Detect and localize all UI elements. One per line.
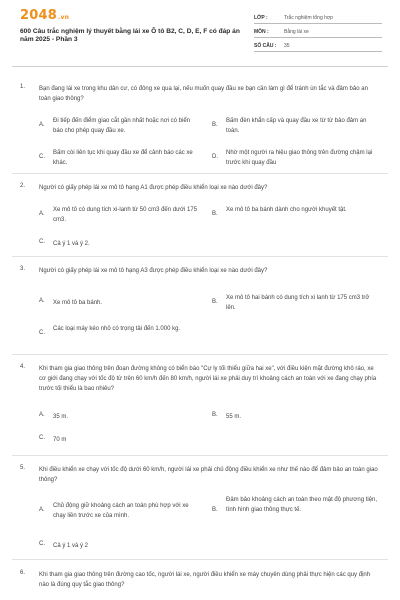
option-letter: A. <box>39 122 45 128</box>
meta-underline <box>254 23 382 24</box>
option-text: Các loại máy kéo nhỏ có trọng tải đến 1.000 kg. <box>53 326 181 332</box>
option-letter: B. <box>212 211 218 217</box>
option-letter: B. <box>212 299 218 305</box>
document-title: 600 Câu trắc nghiệm lý thuyết bằng lái xe Ô tô B2, C, D, E, F có đáp án năm 2025 - Phần 3 <box>20 28 240 44</box>
site-logo[interactable] <box>20 8 69 23</box>
meta-label-count: SỐ CÂU : <box>254 43 277 49</box>
header-divider <box>12 66 388 67</box>
question-number: 5. <box>20 465 26 471</box>
logo-main: 2048 <box>20 8 57 23</box>
question-text: Khi tham gia giao thông trên đoạn đường không có biển báo "Cự ly tối thiểu giữa hai xe", với điều kiện mặt đường khô ráo, xe cơ giới đang chạy với tốc độ từ trên 60 km/h đến 80 km/h, người lái xe phải duy trì khoảng cách an toàn với xe đang chạy phía trước tối thiểu là bao nhiêu? <box>39 366 377 392</box>
question-text: Người có giấy phép lái xe mô tô hạng A1 được phép điều khiển loại xe nào dưới đây? <box>39 185 268 191</box>
logo-suffix: .vn <box>57 14 70 21</box>
option-letter: C. <box>39 541 45 547</box>
option-text: Bấm đèn khẩn cấp và quay đầu xe từ từ bảo đảm an toàn. <box>226 118 367 134</box>
meta-value-class: Trắc nghiệm tổng hợp <box>284 15 333 21</box>
question-number: 2. <box>20 183 26 189</box>
option-text: Xe mô tô ba bánh. <box>53 300 103 306</box>
option-letter: A. <box>39 211 45 217</box>
question-text: Người có giấy phép lái xe mô tô hạng A3 được phép điều khiển loại xe nào dưới đây? <box>39 268 268 274</box>
option-letter: D. <box>212 154 218 160</box>
meta-label-subject: MÔN : <box>254 29 269 35</box>
question-divider <box>12 173 388 174</box>
option-letter: B. <box>212 507 218 513</box>
question-divider <box>12 559 388 560</box>
question-divider <box>12 354 388 355</box>
question-text: Bạn đang lái xe trong khu dân cư, có đông xe qua lại, nếu muốn quay đầu xe bạn cần làm gì để tránh ùn tắc và đảm bảo an toàn giao thông? <box>39 86 368 102</box>
option-text: Nhờ một người ra hiệu giao thông trên đường chậm lại trước khi quay đầu <box>226 150 373 166</box>
question-text: Khi tham gia giao thông trên đường cao tốc, người lái xe, người điều khiển xe máy chuyên dùng phải thực hiện các quy định nào là đúng quy tắc giao thông? <box>39 572 371 588</box>
meta-row-class <box>254 15 382 29</box>
question-number: 6. <box>20 570 26 576</box>
option-text: 70 m <box>53 437 67 443</box>
question-divider <box>12 455 388 456</box>
meta-value-subject: Bằng lái xe <box>284 29 309 35</box>
option-letter: A. <box>39 412 45 418</box>
document-meta <box>254 15 382 57</box>
option-text: 35 m. <box>53 414 69 420</box>
question-text: Khi điều khiển xe chạy với tốc độ dưới 60 km/h, người lái xe phải chủ động điều khiển xe như thế nào để đảm bảo an toàn giao thông? <box>39 467 378 483</box>
meta-row-count <box>254 43 382 57</box>
meta-underline <box>254 51 382 52</box>
meta-row-subject <box>254 29 382 43</box>
option-text: Xe mô tô có dung tích xi-lanh từ 50 cm3 đến dưới 175 cm3. <box>53 207 198 223</box>
meta-value-count: 35 <box>284 43 290 49</box>
option-text: Đảm bảo khoảng cách an toàn theo mật độ phương tiện, tình hình giao thông thực tế. <box>226 497 378 513</box>
question-number: 3. <box>20 266 26 272</box>
option-text: Xe mô tô ba bánh dành cho người khuyết tật. <box>226 207 347 213</box>
option-letter: C. <box>39 154 45 160</box>
document-header <box>0 0 400 64</box>
option-text: 55 m. <box>226 414 242 420</box>
option-text: Đi tiếp đến điểm giao cắt gần nhất hoặc nơi có biển báo cho phép quay đầu xe. <box>53 118 191 134</box>
option-letter: C. <box>39 239 45 245</box>
option-text: Cả ý 1 và ý 2. <box>53 241 90 247</box>
meta-label-class: LỚP : <box>254 15 268 21</box>
question-number: 1. <box>20 84 26 90</box>
option-text: Xe mô tô hai bánh có dung tích xi lanh từ 175 cm3 trở lên. <box>226 295 370 311</box>
option-letter: A. <box>39 507 45 513</box>
option-text: Cả ý 1 và ý 2 <box>53 543 89 549</box>
option-letter: B. <box>212 412 218 418</box>
option-letter: A. <box>39 298 45 304</box>
option-letter: B. <box>212 122 218 128</box>
meta-underline <box>254 37 382 38</box>
option-letter: C. <box>39 435 45 441</box>
option-text: Bấm còi liên tục khi quay đầu xe để cảnh báo các xe khác. <box>53 150 193 166</box>
option-letter: C. <box>39 330 45 336</box>
option-text: Chủ động giữ khoảng cách an toàn phù hợp với xe chạy liền trước xe của mình. <box>53 503 189 519</box>
question-divider <box>12 256 388 257</box>
question-number: 4. <box>20 364 26 370</box>
